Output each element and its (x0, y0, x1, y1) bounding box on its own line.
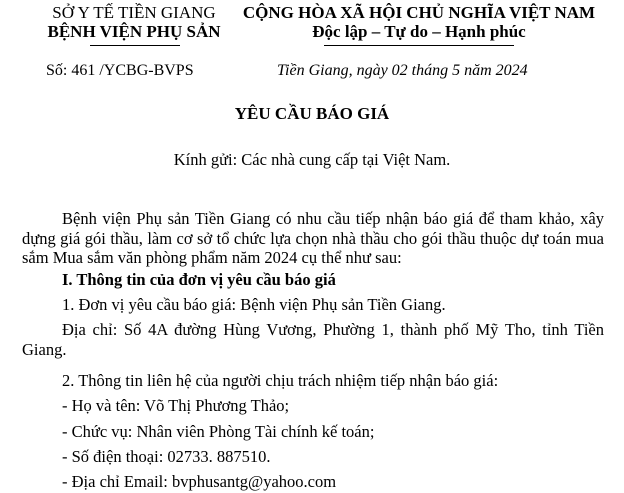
document-number: Số: 461 /YCBG-BVPS (46, 62, 194, 79)
header-right-underline (324, 45, 514, 46)
intro-paragraph: Bệnh viện Phụ sản Tiền Giang có nhu cầu tiếp nhận báo giá để tham khảo, xây dựng giá gói thầu, làm cơ sở tổ chức lựa chọn nhà thầu cho gói thầu thuộc dự toán mua sắm Mua sắm văn phòng phẩm năm 2024 cụ thể như sau: (22, 209, 604, 267)
address-paragraph: Địa chỉ: Số 4A đường Hùng Vương, Phường 1, thành phố Mỹ Tho, tỉnh Tiền Giang. (22, 320, 604, 359)
nation-title: CỘNG HÒA XÃ HỘI CHỦ NGHĨA VIỆT NAM (242, 3, 596, 22)
document-title: YÊU CẦU BÁO GIÁ (234, 104, 390, 123)
place-and-date: Tiền Giang, ngày 02 tháng 5 năm 2024 (277, 62, 528, 79)
contact-email: - Địa chỉ Email: bvphusantg@yahoo.com (62, 472, 337, 491)
header-left-underline (90, 45, 180, 46)
national-motto: Độc lập – Tự do – Hạnh phúc (312, 22, 526, 41)
contact-phone: - Số điện thoại: 02733. 887510. (62, 447, 271, 466)
contact-position: - Chức vụ: Nhân viên Phòng Tài chính kế toán; (62, 422, 375, 441)
hospital-name: BỆNH VIỆN PHỤ SẢN (47, 22, 221, 41)
contact-name: - Họ và tên: Võ Thị Phương Thảo; (62, 396, 290, 415)
issuing-agency: SỞ Y TẾ TIỀN GIANG (52, 3, 216, 22)
section-heading: I. Thông tin của đơn vị yêu cầu báo giá (62, 270, 336, 289)
contact-info-heading: 2. Thông tin liên hệ của người chịu trách nhiệm tiếp nhận báo giá: (62, 371, 499, 390)
requesting-unit: 1. Đơn vị yêu cầu báo giá: Bệnh viện Phụ sản Tiền Giang. (62, 295, 446, 314)
salutation: Kính gửi: Các nhà cung cấp tại Việt Nam. (173, 150, 451, 169)
